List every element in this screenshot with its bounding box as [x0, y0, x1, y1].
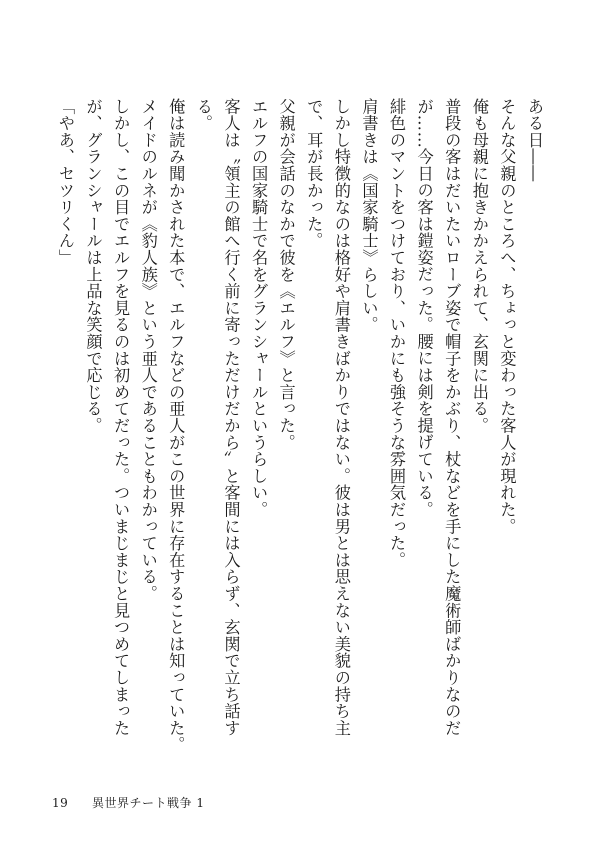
paragraph: 緋色のマントをつけており、いかにも強そうな雰囲気だった。: [387, 98, 407, 569]
paragraph: しかし特徴的なのは格好や肩書きばかりではない。彼は男とは思えない美貌の持ち主で、耳が長かった。: [304, 98, 351, 737]
page-footer: [52, 794, 204, 811]
paragraph: 俺も母親に抱きかかえられて、玄関に出る。: [469, 98, 489, 434]
paragraph: しかし、この目でエルフを見るのは初めてだった。ついまじまじと見つめてしまったが、グランシャールは上品な笑顔で応じる。: [83, 98, 131, 737]
paragraph: そんな父親のところへ、ちょっと変わった客人が現れた。: [497, 98, 517, 535]
paragraph: 父親が会話のなかで彼を《エルフ》と言った。: [276, 98, 296, 451]
paragraph: 「やあ、セツリくん」: [55, 98, 75, 266]
body-text: [52, 98, 548, 768]
paragraph: 普段の客はだいたいローブ姿で帽子をかぶり、杖などを手にした魔術師ばかりなのだが……今日の客は鎧姿だった。腰には剣を提げている。: [414, 98, 462, 737]
paragraph: ある日――: [525, 98, 544, 182]
paragraph: 肩書きは《国家騎士》らしい。: [359, 98, 379, 334]
paragraph: 俺は読み聞かされた本で、エルフなどの亜人がこの世界に存在することは知っていた。メイドのルネが《豹人族》という亜人であることもわかっている。: [138, 98, 186, 754]
paragraph: 客人は〝領主の館へ行く前に寄っただけだから〟と客間には入らず、玄関で立ち話する。: [193, 98, 241, 737]
book-title: 異世界チート戦争 1: [92, 796, 205, 810]
page-number: 19: [52, 796, 69, 810]
paragraph: エルフの国家騎士で名をグランシャールというらしい。: [249, 98, 269, 518]
